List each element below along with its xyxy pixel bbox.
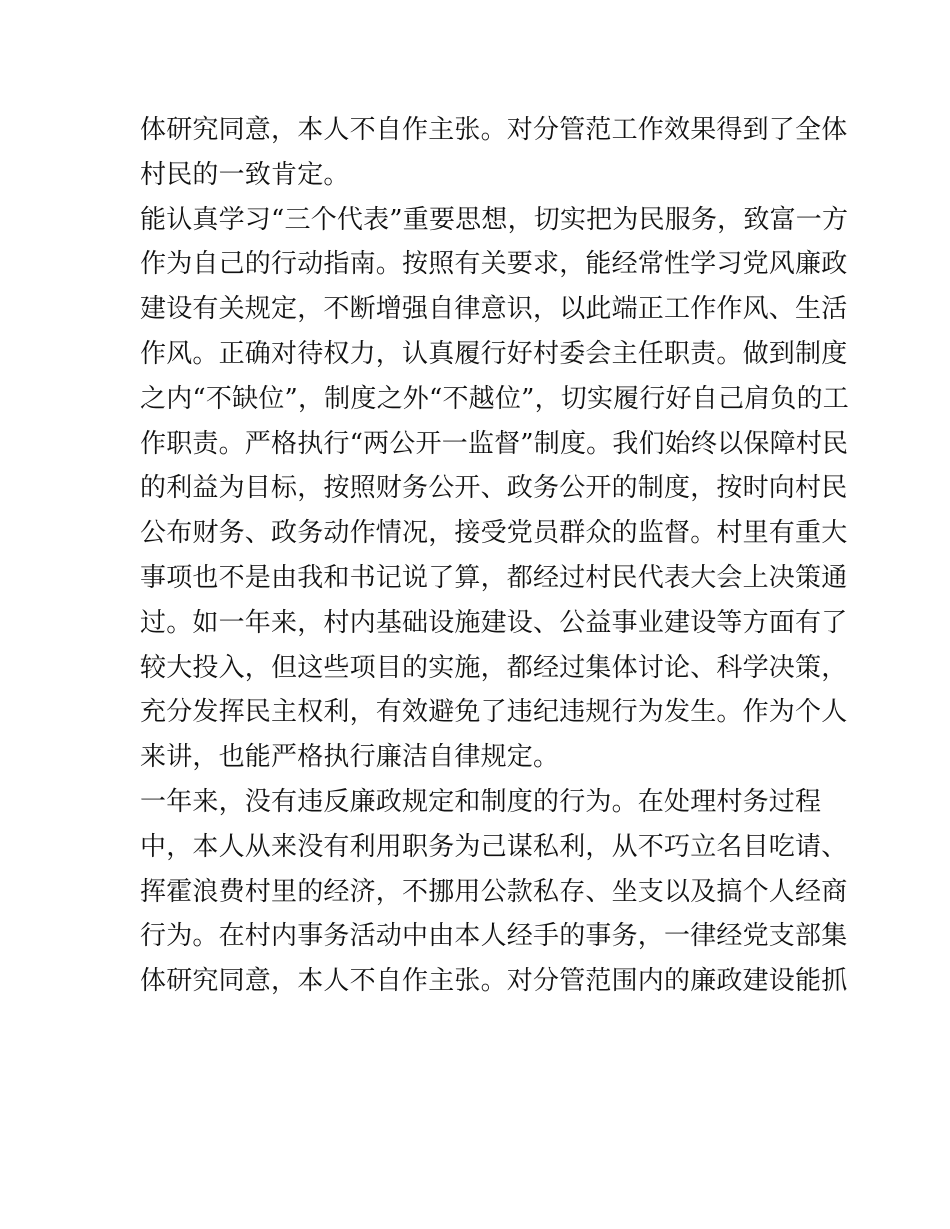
text-line: 中，本人从来没有利用职务为己谋私利，从不巧立名目吃请、: [140, 831, 848, 862]
text-line: 公布财务、政务动作情况，接受党员群众的监督。村里有重大: [140, 518, 848, 549]
text-line: 过。如一年来，村内基础设施建设、公益事业建设等方面有了: [140, 607, 848, 638]
text-line: 充分发挥民主权利，有效避免了违纪违规行为发生。作为个人: [140, 697, 848, 728]
text-line: 作职责。严格执行“两公开一监督”制度。我们始终以保障村民: [140, 428, 849, 459]
text-line: 的利益为目标，按照财务公开、政务公开的制度，按时向村民: [140, 473, 848, 504]
body-text: [140, 108, 849, 1004]
text-line: 作为自己的行动指南。按照有关要求，能经常性学习党风廉政: [140, 249, 848, 280]
text-line: 来讲，也能严格执行廉洁自律规定。: [140, 742, 560, 773]
text-line: 作风。正确对待权力，认真履行好村委会主任职责。做到制度: [140, 338, 848, 369]
text-line: 体研究同意，本人不自作主张。对分管范围内的廉政建设能抓: [140, 966, 848, 997]
text-line: 一年来，没有违反廉政规定和制度的行为。在处理村务过程: [140, 786, 822, 817]
text-line: 事项也不是由我和书记说了算，都经过村民代表大会上决策通: [140, 562, 848, 593]
text-line: 建设有关规定，不断增强自律意识，以此端正工作作风、生活: [140, 294, 848, 325]
text-line: 能认真学习“三个代表”重要思想，切实把为民服务，致富一方: [140, 204, 849, 235]
text-line: 挥霍浪费村里的经济，不挪用公款私存、坐支以及搞个人经商: [140, 876, 848, 907]
text-line: 之内“不缺位”，制度之外“不越位”，切实履行好自己肩负的工: [140, 383, 849, 414]
text-line: 体研究同意，本人不自作主张。对分管范工作效果得到了全体: [140, 115, 848, 145]
text-line: 村民的一致肯定。: [140, 159, 350, 190]
text-line: 行为。在村内事务活动中由本人经手的事务，一律经党支部集: [140, 921, 848, 952]
text-line: 较大投入，但这些项目的实施，都经过集体讨论、科学决策，: [140, 652, 848, 683]
